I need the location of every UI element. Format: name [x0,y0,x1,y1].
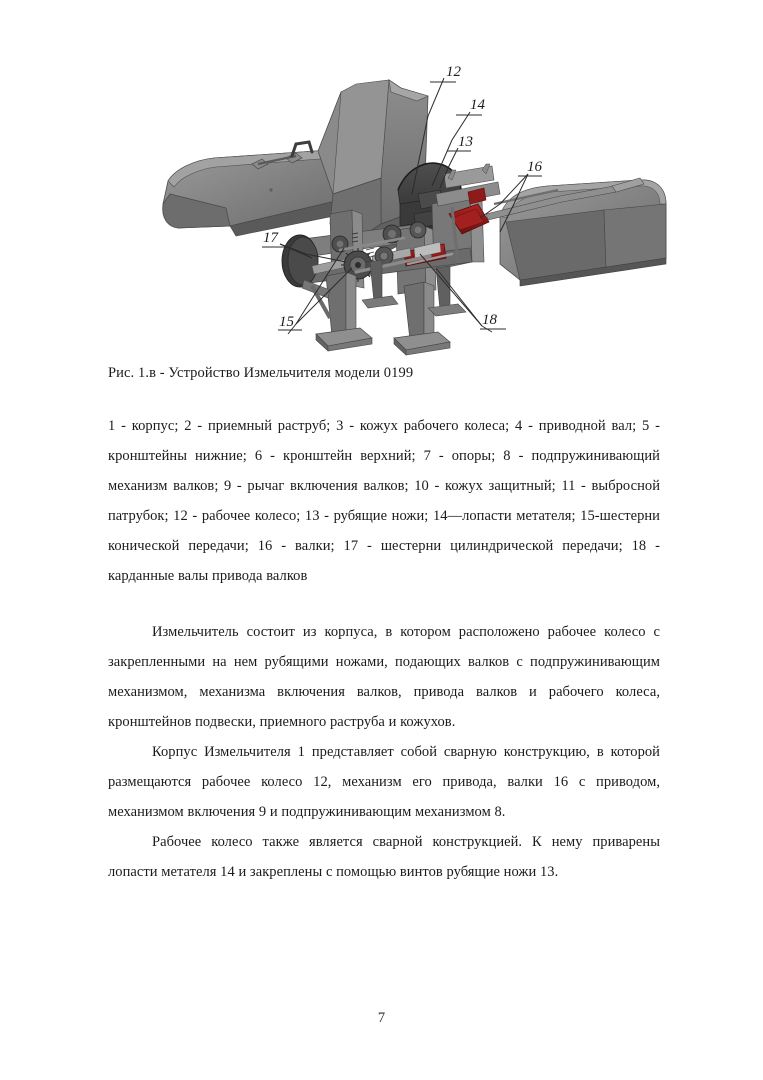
paragraph-3: Рабочее колесо также является сварной конструкцией. К нему приварены лопасти метателя 14 и закреплены с помощью винтов рубящие ножи 13. [108,833,660,880]
document-text-body [108,366,660,887]
callout-14: 14 [470,97,485,113]
callout-16: 16 [527,159,542,175]
callout-12: 12 [446,64,461,80]
right-protective-hood [486,178,666,286]
body-paragraph-group [108,617,660,887]
figure-legend-list: 1 - корпус; 2 - приемный раструб; 3 - кожух рабочего колеса; 4 - приводной вал; 5 - кронштейны нижние; 6 - кронштейн верхний; 7 - опоры; 8 - подпружинивающий механизм валков; 9 - рычаг включения валков; 10 - кожух защитный; 11 - выбросной патрубок; 12 - рабочее колесо; 13 - рубящие ножи; 14—лопасти метателя; 15-шестерни конической передачи; 16 - валки; 17 - шестерни цилиндрической передачи; 18 - карданные валы привода валков [108,417,660,584]
paragraph-1: Измельчитель состоит из корпуса, в котором расположено рабочее колесо с закрепленными на нем рубящими ножами, подающих валков с подпружинивающим механизмом, механизма включения валков, привода валков и рабочего колеса, кронштейнов подвески, приемного раструба и кожухов. [108,623,660,730]
figure-caption: Рис. 1.в - Устройство Измельчителя модели 0199 [108,365,414,381]
callout-18: 18 [482,312,497,328]
callout-13: 13 [458,134,473,150]
callout-17: 17 [263,230,278,246]
shredder-machine-drawing [0,18,763,358]
callout-15: 15 [279,314,294,330]
paragraph-2: Корпус Измельчителя 1 представляет собой сварную конструкцию, в которой размещаются рабочее колесо 12, механизм его привода, валки 16 с приводом, механизмом включения 9 и подпружинивающим механизмом 8. [108,743,660,820]
figure-illustration [0,18,763,358]
page-number: 7 [377,1010,386,1026]
left-discharge-spout [163,142,344,236]
